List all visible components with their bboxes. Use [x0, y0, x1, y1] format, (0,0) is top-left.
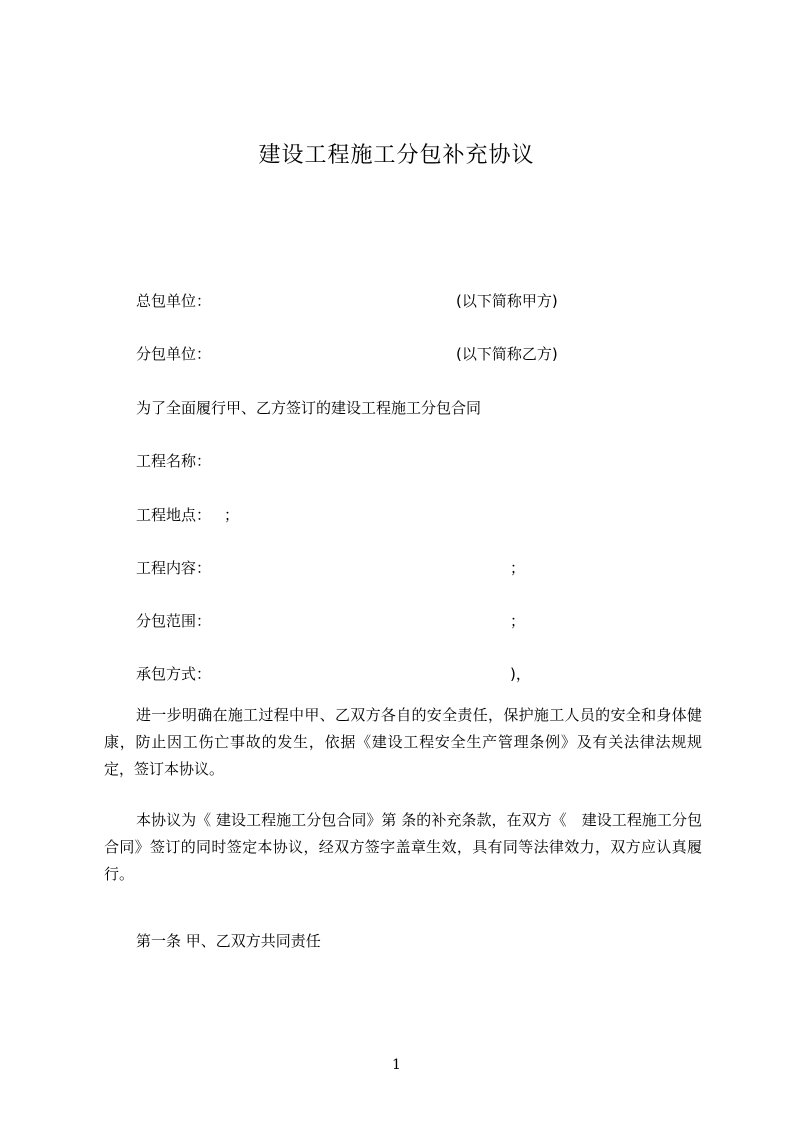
project-location-label: 工程地点： [136, 506, 212, 524]
project-content-label: 工程内容： [136, 559, 212, 577]
subcontract-scope-label: 分包范围： [136, 612, 212, 630]
contract-mode-label: 承包方式： [136, 665, 212, 683]
project-content-tail: ； [510, 559, 526, 577]
subcontract-scope-tail: ； [510, 612, 526, 630]
preamble-line: 为了全面履行甲、乙方签订的建设工程施工分包合同 [136, 399, 482, 417]
page-number: 1 [392, 1057, 401, 1073]
article-1-heading: 第一条 甲、乙双方共同责任 [136, 932, 321, 950]
paragraph-safety-purpose: 进一步明确在施工过程中甲、乙双方各自的安全责任，保护施工人员的安全和身体健康，防止因工伤亡事故的发生，依据《建设工程安全生产管理条例》及有关法律法规规定，签订本协议。 [104, 706, 702, 778]
subcontractor-label: 分包单位： [136, 345, 212, 363]
general-contractor-note: (以下简称甲方) [456, 292, 558, 310]
paragraph-agreement-scope: 本协议为《 建设工程施工分包合同》第 条的补充条款，在双方《 建设工程施工分包合同》签订的同时签定本协议，经双方签字盖章生效，具有同等法律效力，双方应认真履行。 [104, 811, 702, 883]
general-contractor-label: 总包单位： [136, 292, 212, 310]
document-title: 建设工程施工分包补充协议 [258, 143, 535, 168]
contract-mode-tail: )， [510, 665, 531, 683]
project-name-label: 工程名称： [136, 452, 212, 470]
project-location-tail: ； [224, 506, 240, 524]
subcontractor-note: (以下简称乙方) [456, 345, 558, 363]
